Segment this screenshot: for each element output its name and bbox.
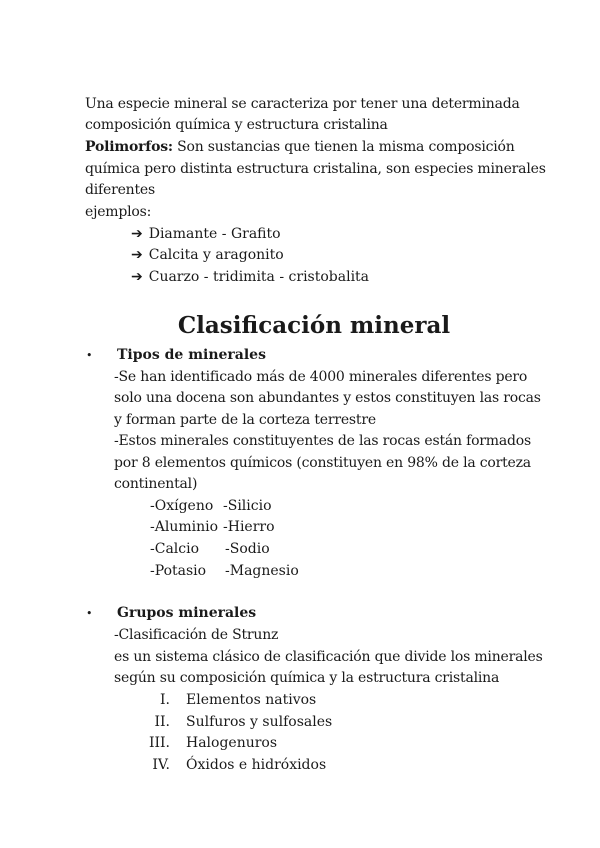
strunz-class: Sulfuros y sulfosales [186,714,333,730]
roman-numeral: II. [154,714,170,730]
strunz-class: Óxidos e hidróxidos [186,757,327,773]
element-name: -Aluminio [150,519,219,535]
polimorfos-line-3: diferentes [85,182,155,198]
roman-numeral: III. [148,735,170,751]
element-name: -Sodio [225,541,270,557]
element-name: -Silicio [223,498,272,514]
intro-line-2: composición química y estructura cristalina [85,117,388,133]
bullet-icon: • [86,607,93,620]
tipos-line: por 8 elementos químicos (constituyen en 98% de la corteza [114,455,531,471]
polimorfos-label: Polimorfos: [85,139,173,155]
roman-numeral: IV. [152,757,170,773]
intro-line-1: Una especie mineral se caracteriza por tener una determinada [85,96,520,112]
example-item [131,267,369,288]
tipos-line: -Se han identificado más de 4000 minerales diferentes pero [114,369,528,385]
polimorfos-line-2: química pero distinta estructura cristalina, son especies minerales [85,161,546,177]
ejemplos-label: ejemplos: [85,204,152,220]
strunz-class: Halogenuros [186,735,278,751]
example-text: Diamante - Grafito [148,226,281,242]
element-name: -Potasio [150,563,207,579]
arrow-right-icon: ➔ [131,269,143,285]
tipos-line: continental) [114,476,198,492]
tipos-line: -Estos minerales constituyentes de las rocas están formados [114,433,531,449]
grupos-line: según su composición química y la estructura cristalina [114,670,500,686]
polimorfos-line-1 [85,137,515,158]
tipos-line: y forman parte de la corteza terrestre [114,412,376,428]
roman-numeral: I. [160,692,170,708]
bullet-icon: • [86,349,93,362]
arrow-right-icon: ➔ [131,226,143,242]
tipos-heading: Tipos de minerales [117,347,266,363]
arrow-right-icon: ➔ [131,247,143,263]
example-text: Calcita y aragonito [148,247,284,263]
element-name: -Hierro [223,519,275,535]
strunz-class: Elementos nativos [186,692,317,708]
tipos-line: solo una docena son abundantes y estos constituyen las rocas [114,390,541,406]
section-title: Clasificación mineral [177,312,451,339]
grupos-line: -Clasificación de Strunz [114,627,279,643]
polimorfos-definition-start: Son sustancias que tienen la misma composición [172,139,515,155]
grupos-line: es un sistema clásico de clasificación que divide los minerales [114,649,543,665]
element-name: -Magnesio [225,563,299,579]
grupos-heading: Grupos minerales [117,605,257,621]
element-name: -Calcio [150,541,200,557]
example-item [131,224,281,245]
example-item [131,245,284,266]
element-name: -Oxígeno [150,498,214,514]
example-text: Cuarzo - tridimita - cristobalita [148,269,370,285]
